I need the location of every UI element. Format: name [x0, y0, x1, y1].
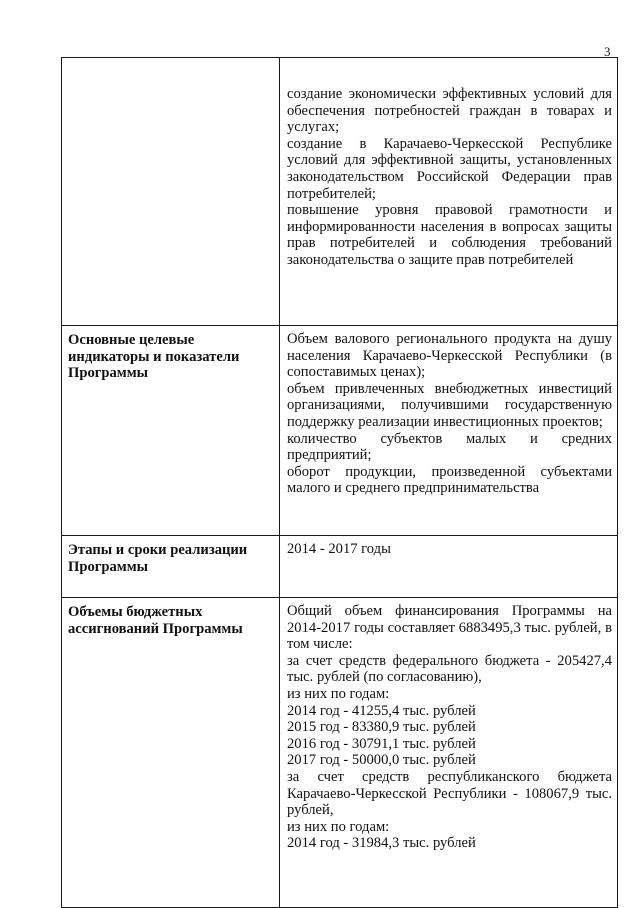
table-row-budget	[62, 598, 618, 908]
table-row-stages	[62, 536, 618, 598]
content-paragraph: из них по годам:	[287, 685, 390, 702]
row-content	[280, 536, 618, 598]
content-paragraph: создание в Карачаево-Черкесской Республике условий для эффективной защиты, установленных законодательством Российской Федерации прав потребителей;	[287, 135, 612, 202]
program-passport-table	[61, 57, 618, 908]
row-content	[280, 58, 618, 326]
content-paragraph: из них по годам:	[287, 818, 390, 835]
content-paragraph: 2014 год - 31984,3 тыс. рублей	[287, 835, 476, 852]
content-paragraph: 2017 год - 50000,0 тыс. рублей	[287, 752, 476, 769]
table-row-indicators	[62, 326, 618, 536]
content-paragraph: 2015 год - 83380,9 тыс. рублей	[287, 719, 476, 736]
row-label: Этапы и сроки реализации Программы	[62, 536, 280, 598]
content-paragraph: повышение уровня правовой грамотности и информированности населения в вопросах защиты прав потребителей и соблюдения требований законодательства о защите прав потребителей	[287, 202, 612, 268]
page-number: 3	[604, 44, 611, 59]
content-paragraph: за счет средств республиканского бюджета Карачаево-Черкесской Республики - 108067,9 тыс. рублей,	[287, 768, 612, 819]
table-row-goals-continued	[62, 58, 618, 326]
row-label: Основные целевые индикаторы и показатели Программы	[62, 326, 280, 536]
content-paragraph: за счет средств федерального бюджета - 205427,4 тыс. рублей (по согласованию),	[287, 652, 612, 686]
content-paragraph: количество субъектов малых и средних предприятий;	[287, 430, 612, 464]
content-paragraph: Объем валового регионального продукта на душу населения Карачаево-Черкесской Республики (в сопоставимых ценах);	[287, 331, 612, 381]
row-label: Объемы бюджетных ассигнований Программы	[62, 598, 280, 908]
row-label	[62, 58, 280, 326]
content-paragraph: оборот продукции, произведенной субъектами малого и среднего предпринимательства	[287, 463, 612, 497]
row-content	[280, 326, 618, 536]
content-paragraph: объем привлеченных внебюджетных инвестиций организациями, получившими государственную поддержку реализации инвестиционных проектов;	[287, 380, 612, 430]
content-paragraph: Общий объем финансирования Программы на 2014-2017 годы составляет 6883495,3 тыс. рублей, в том числе:	[287, 603, 612, 653]
row-content	[280, 598, 618, 908]
content-paragraph: 2016 год - 30791,1 тыс. рублей	[287, 735, 476, 752]
content-paragraph: 2014 год - 41255,4 тыс. рублей	[287, 702, 476, 719]
content-paragraph: 2014 - 2017 годы	[287, 541, 391, 557]
content-paragraph: создание экономически эффективных условий для обеспечения потребностей граждан в товарах и услугах;	[287, 86, 612, 136]
